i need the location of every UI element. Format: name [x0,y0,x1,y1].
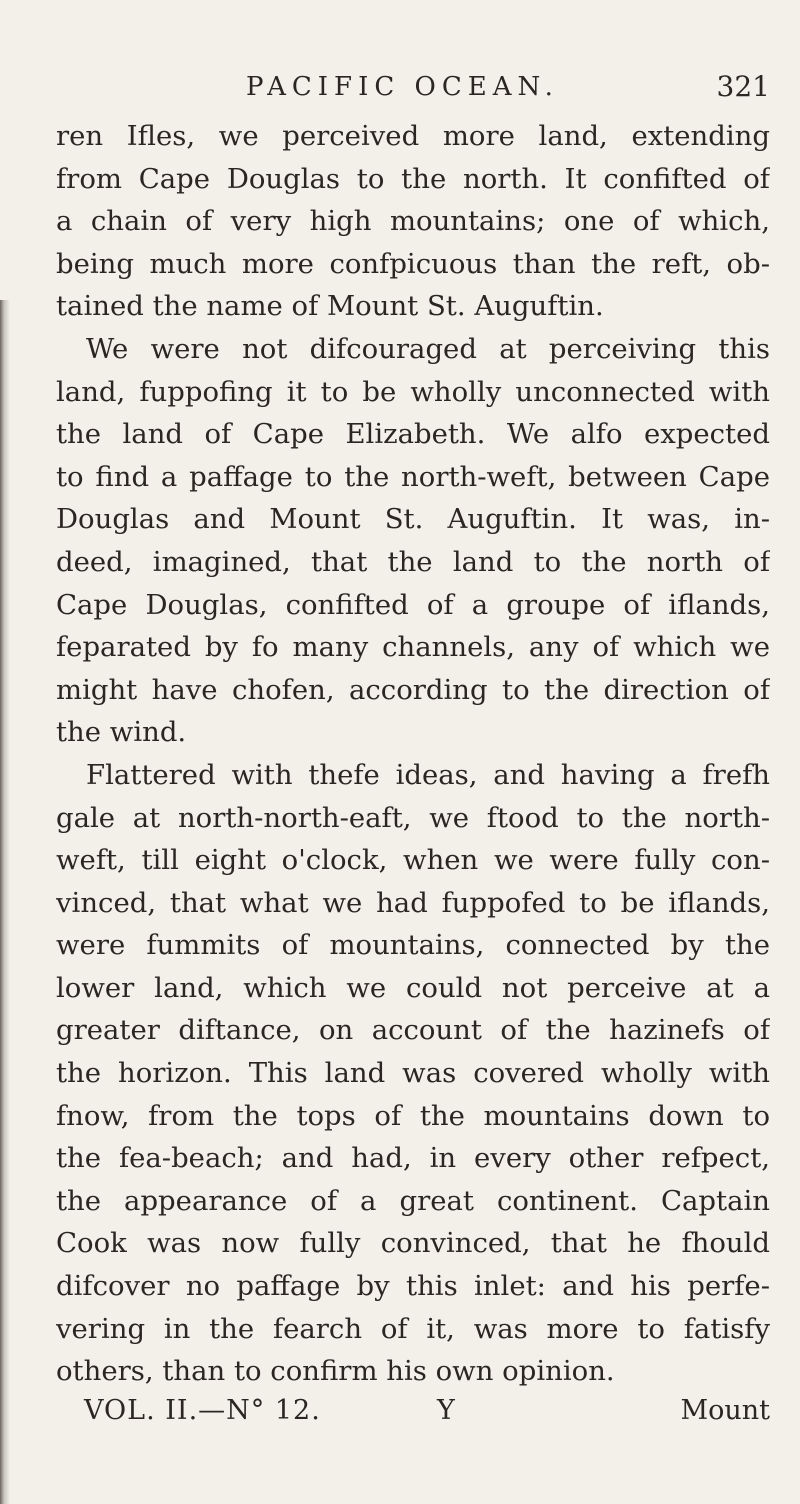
text-line: weft, till eight o'clock, when we were fully con- [56,844,770,877]
text-line: tained the name of Mount St. Auguftin. [56,290,604,323]
text-line: vering in the fearch of it, was more to fatisfy [56,1312,770,1345]
text-line: Cook was now fully convinced, that he fhould [56,1227,770,1260]
text-line: Flattered with thefe ideas, and having a frefh [86,758,770,791]
text-line: the wind. [56,716,187,749]
text-line: the land of Cape Elizabeth. We alfo expected [56,418,770,451]
text-line: from Cape Douglas to the north. It confifted of [56,162,770,195]
text-line: difcover no paffage by this inlet: and his perfe- [56,1270,770,1303]
page-number: 321 [716,70,770,103]
text-line: Cape Douglas, confifted of a groupe of iflands, [56,588,770,621]
text-line: vinced, that what we had fuppofed to be iflands, [56,886,770,919]
text-line: Douglas and Mount St. Auguftin. It was, in- [56,503,770,536]
running-head [230,72,770,112]
binding-shadow [0,300,10,1504]
body-text [56,115,770,1393]
text-line: to find a paffage to the north-weft, between Cape [56,460,770,493]
text-line: feparated by fo many channels, any of which we [56,631,770,664]
text-line: were fummits of mountains, connected by the [56,929,770,962]
text-line: the appearance of a great continent. Captain [56,1184,770,1217]
text-line: We were not difcouraged at perceiving this [86,332,770,365]
page-footer [84,1395,770,1437]
text-line: land, fuppofing it to be wholly unconnected with [56,375,770,408]
text-line: greater diftance, on account of the hazinefs of [56,1014,770,1047]
text-line: lower land, which we could not perceive at a [56,971,770,1004]
volume-number: VOL. II.—N° 12. [84,1395,321,1426]
text-line: gale at north-north-eaft, we ftood to the north- [56,801,770,834]
text-line: being much more confpicuous than the reft, ob- [56,247,770,280]
text-line: might have chofen, according to the direction of [56,673,770,706]
text-line: fnow, from the tops of the mountains down to [56,1099,770,1132]
text-line: others, than to confirm his own opinion. [56,1355,615,1388]
signature-mark: Y [437,1395,455,1426]
text-line: deed, imagined, that the land to the north of [56,545,770,578]
text-line: a chain of very high mountains; one of which, [56,205,770,238]
text-line: the horizon. This land was covered wholly with [56,1057,770,1090]
catchword: Mount [680,1395,770,1426]
running-title: PACIFIC OCEAN. [246,72,559,102]
text-line: the fea-beach; and had, in every other refpect, [56,1142,770,1175]
text-line: ren Ifles, we perceived more land, extending [56,120,770,152]
